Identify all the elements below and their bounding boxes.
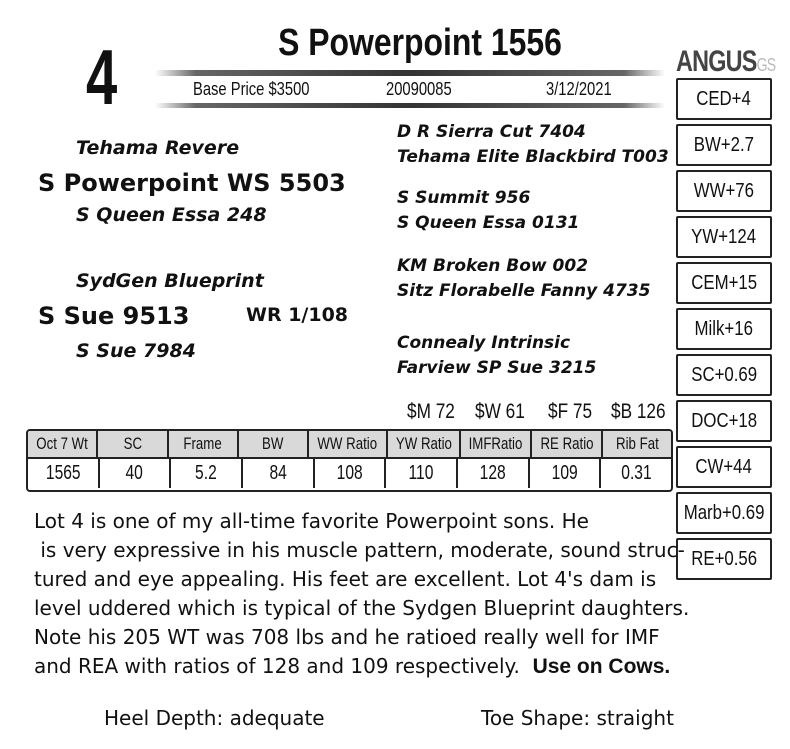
heel-depth: Heel Depth: adequate xyxy=(104,706,325,730)
description-line: Note his 205 WT was 708 lbs and he ratioed really well for IMF xyxy=(34,625,660,649)
table-row xyxy=(28,459,671,488)
pedigree-right-item: S Queen Essa 0131 xyxy=(397,213,580,233)
pedigree-right-item: Farview SP Sue 3215 xyxy=(397,358,597,378)
table-header-cell: Frame xyxy=(169,431,239,457)
toe-shape: Toe Shape: straight xyxy=(481,706,674,730)
dam: S Sue 9513 xyxy=(38,302,190,330)
table-cell: 108 xyxy=(315,459,387,488)
dam-dam: S Sue 7984 xyxy=(76,340,196,362)
header-rule-bottom xyxy=(155,103,665,108)
sire-dam: S Queen Essa 248 xyxy=(76,204,267,226)
epd-cell: Marb+0.69 xyxy=(676,492,772,534)
epd-cell: CW+44 xyxy=(676,446,772,488)
epd-cell: BW+2.7 xyxy=(676,124,772,166)
table-cell: 40 xyxy=(100,459,172,488)
epd-cell: SC+0.69 xyxy=(676,354,772,396)
description-line-last xyxy=(34,652,769,681)
epd-cell: CEM+15 xyxy=(676,262,772,304)
dollar-index: $F 75 xyxy=(548,400,593,423)
epd-cell: RE+0.56 xyxy=(676,538,772,580)
table-cell: 84 xyxy=(243,459,315,488)
table-header-row xyxy=(28,431,671,459)
pedigree-right-item: D R Sierra Cut 7404 xyxy=(397,122,586,142)
table-header-cell: WW Ratio xyxy=(309,431,388,457)
table-header-cell: IMFRatio xyxy=(461,431,532,457)
table-header-cell: BW xyxy=(239,431,309,457)
performance-table xyxy=(26,429,673,492)
table-cell: 5.2 xyxy=(171,459,243,488)
dam-sire: SydGen Blueprint xyxy=(76,270,264,292)
table-cell: 0.31 xyxy=(621,462,652,484)
table-cell: 110 xyxy=(386,459,458,488)
dam-wr: WR 1/108 xyxy=(246,304,349,326)
table-header-cell: SC xyxy=(98,431,168,457)
pedigree-right-item: Sitz Florabelle Fanny 4735 xyxy=(397,281,651,301)
angus-logo xyxy=(676,45,775,79)
pedigree-right-item: Connealy Intrinsic xyxy=(397,333,571,353)
pedigree-right-item: S Summit 956 xyxy=(397,188,531,208)
dollar-index: $M 72 xyxy=(407,400,455,423)
lot-number: 4 xyxy=(86,33,118,121)
description xyxy=(34,507,769,681)
description-line: level uddered which is typical of the Sydgen Blueprint daughters. xyxy=(34,596,690,620)
table-cell: 109 xyxy=(530,459,602,488)
table-header-cell: Rib Fat xyxy=(615,434,659,453)
dollar-index: $W 61 xyxy=(475,400,525,423)
header-rule-top xyxy=(155,70,665,76)
table-header-cell: RE Ratio xyxy=(532,431,602,457)
table-cell: 1565 xyxy=(28,459,100,488)
pedigree-right-item: Tehama Elite Blackbird T003 xyxy=(397,147,669,167)
description-line: tured and eye appealing. His feet are excellent. Lot 4's dam is xyxy=(34,567,657,591)
description-last-text: and REA with ratios of 128 and 109 respectively. xyxy=(34,654,533,678)
table-cell: 128 xyxy=(458,459,530,488)
angus-logo-suffix: GS xyxy=(756,55,776,75)
epd-cell: WW+76 xyxy=(676,170,772,212)
registration-number: 20090085 xyxy=(386,79,452,99)
description-emphasis: Use on Cows. xyxy=(532,655,671,678)
epd-cell: Milk+16 xyxy=(676,308,772,350)
sire: S Powerpoint WS 5503 xyxy=(38,169,346,197)
table-header-cell: Oct 7 Wt xyxy=(28,431,98,457)
description-line: is very expressive in his muscle pattern, moderate, sound struc- xyxy=(34,538,685,562)
table-header-cell: YW Ratio xyxy=(388,431,462,457)
angus-logo-main: ANGUS xyxy=(676,45,757,78)
dollar-index: $B 126 xyxy=(611,400,666,423)
epd-cell: CED+4 xyxy=(676,78,772,120)
epd-cell: YW+124 xyxy=(676,216,772,258)
base-price: Base Price $3500 xyxy=(193,79,310,99)
description-line: Lot 4 is one of my all-time favorite Powerpoint sons. He xyxy=(34,509,589,533)
epd-cell: DOC+18 xyxy=(676,400,772,442)
pedigree-right-item: KM Broken Bow 002 xyxy=(397,256,589,276)
sire-sire: Tehama Revere xyxy=(76,137,240,159)
page-title: S Powerpoint 1556 xyxy=(278,22,562,64)
birth-date: 3/12/2021 xyxy=(546,79,612,99)
